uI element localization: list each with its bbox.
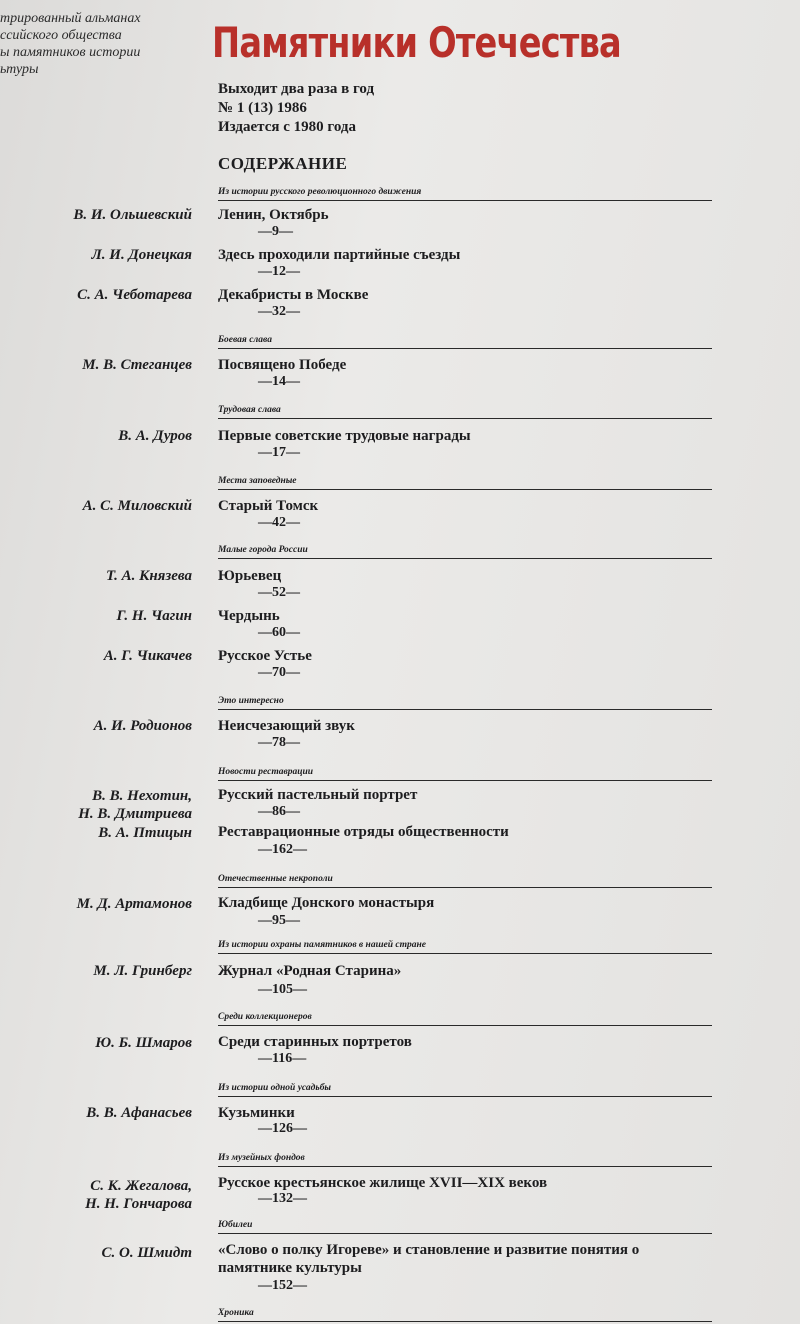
issue-number: № 1 (13) 1986	[218, 100, 307, 116]
entry-title: Первые советские трудовые награды	[218, 428, 471, 444]
section-header: Из истории охраны памятников в нашей стране	[218, 940, 712, 954]
entry-title: Русский пастельный портрет	[218, 787, 418, 803]
entry-page: —12—	[258, 264, 300, 279]
entry-page: —132—	[258, 1191, 307, 1206]
frequency-text: Выходит два раза в год	[218, 81, 375, 97]
section-header: Из музейных фондов	[218, 1153, 712, 1167]
entry-page: —60—	[258, 625, 300, 640]
entry-author: В. А. Птицын	[98, 825, 192, 841]
entry-page: —42—	[258, 515, 300, 530]
entry-author: А. С. Миловский	[82, 498, 192, 514]
entry-title: Ленин, Октябрь	[218, 207, 329, 223]
section-header: Из истории русского революционного движения	[218, 187, 712, 201]
section-header: Юбилеи	[218, 1220, 712, 1234]
entry-page: —95—	[258, 913, 300, 928]
entry-author: М. Д. Артамонов	[76, 896, 192, 912]
entry-page: —70—	[258, 665, 300, 680]
entry-page: —52—	[258, 585, 300, 600]
entry-author: М. Л. Гринберг	[93, 963, 192, 979]
entry-author: В. В. Нехотин,	[92, 788, 192, 804]
issue-meta	[218, 80, 374, 137]
entry-title: Русское Устье	[218, 648, 312, 664]
entry-page: —9—	[258, 224, 293, 239]
entry-title: Неисчезающий звук	[218, 718, 355, 734]
intro-line: ьтуры	[0, 62, 39, 77]
entry-page: —152—	[258, 1278, 307, 1293]
entry-title: Реставрационные отряды общественности	[218, 824, 509, 840]
entry-page: —86—	[258, 804, 300, 819]
section-header: Отечественные некрополи	[218, 874, 712, 888]
intro-line: ы памятников истории	[0, 45, 141, 60]
entry-author: В. В. Афанасьев	[86, 1105, 192, 1121]
entry-title: Посвящено Победе	[218, 357, 347, 373]
entry-page: —105—	[258, 982, 307, 997]
section-header: Трудовая слава	[218, 405, 712, 419]
entry-author: А. Г. Чикачев	[103, 648, 192, 664]
entry-author: А. И. Родионов	[93, 718, 192, 734]
section-header: Новости реставрации	[218, 767, 712, 781]
section-header: Хроника	[218, 1308, 712, 1322]
intro-line: трированный альманах	[0, 11, 141, 26]
published-since: Издается с 1980 года	[218, 119, 356, 135]
entry-page: —32—	[258, 304, 300, 319]
section-header: Это интересно	[218, 696, 712, 710]
entry-page: —14—	[258, 374, 300, 389]
entry-author-second: Н. Н. Гончарова	[85, 1196, 192, 1212]
entry-title: Среди старинных портретов	[218, 1034, 412, 1050]
entry-author: С. О. Шмидт	[101, 1245, 192, 1261]
section-header: Боевая слава	[218, 335, 712, 349]
entry-title: Юрьевец	[218, 568, 282, 584]
entry-page: —162—	[258, 842, 307, 857]
entry-page: —126—	[258, 1121, 307, 1136]
entry-title: Журнал «Родная Старина»	[218, 963, 402, 979]
almanac-intro	[0, 10, 200, 78]
section-header: Места заповедные	[218, 476, 712, 490]
entry-author: В. А. Дуров	[118, 428, 192, 444]
entry-title: Декабристы в Москве	[218, 287, 369, 303]
intro-line: ссийского общества	[0, 28, 122, 43]
contents-heading: СОДЕРЖАНИЕ	[218, 154, 348, 173]
entry-title: Кузьминки	[218, 1105, 295, 1121]
entry-author: В. И. Ольшевский	[73, 207, 192, 223]
entry-author: Г. Н. Чагин	[116, 608, 192, 624]
entry-title: Старый Томск	[218, 498, 319, 514]
entry-author: М. В. Стеганцев	[82, 357, 192, 373]
section-header: Среди коллекционеров	[218, 1012, 712, 1026]
entry-author: С. А. Чеботарева	[77, 287, 192, 303]
entry-title: «Слово о полку Игореве» и становление и развитие понятия о памятнике культуры	[218, 1242, 640, 1276]
entry-page: —116—	[258, 1051, 307, 1066]
entry-author: Ю. Б. Шмаров	[95, 1035, 192, 1051]
entry-page: —78—	[258, 735, 300, 750]
entry-page: —17—	[258, 445, 300, 460]
section-header: Из истории одной усадьбы	[218, 1083, 712, 1097]
entry-author: Л. И. Донецкая	[91, 247, 192, 263]
section-header: Малые города России	[218, 545, 712, 559]
entry-title: Кладбище Донского монастыря	[218, 895, 435, 911]
entry-author: Т. А. Князева	[105, 568, 192, 584]
entry-title: Русское крестьянское жилище XVII—XIX веков	[218, 1175, 548, 1191]
entry-title: Здесь проходили партийные съезды	[218, 247, 461, 263]
entry-author-second: Н. В. Дмитриева	[78, 806, 192, 822]
entry-title: Чердынь	[218, 608, 280, 624]
masthead-title: Памятники Отечества	[212, 18, 621, 67]
entry-author: С. К. Жегалова,	[90, 1178, 192, 1194]
